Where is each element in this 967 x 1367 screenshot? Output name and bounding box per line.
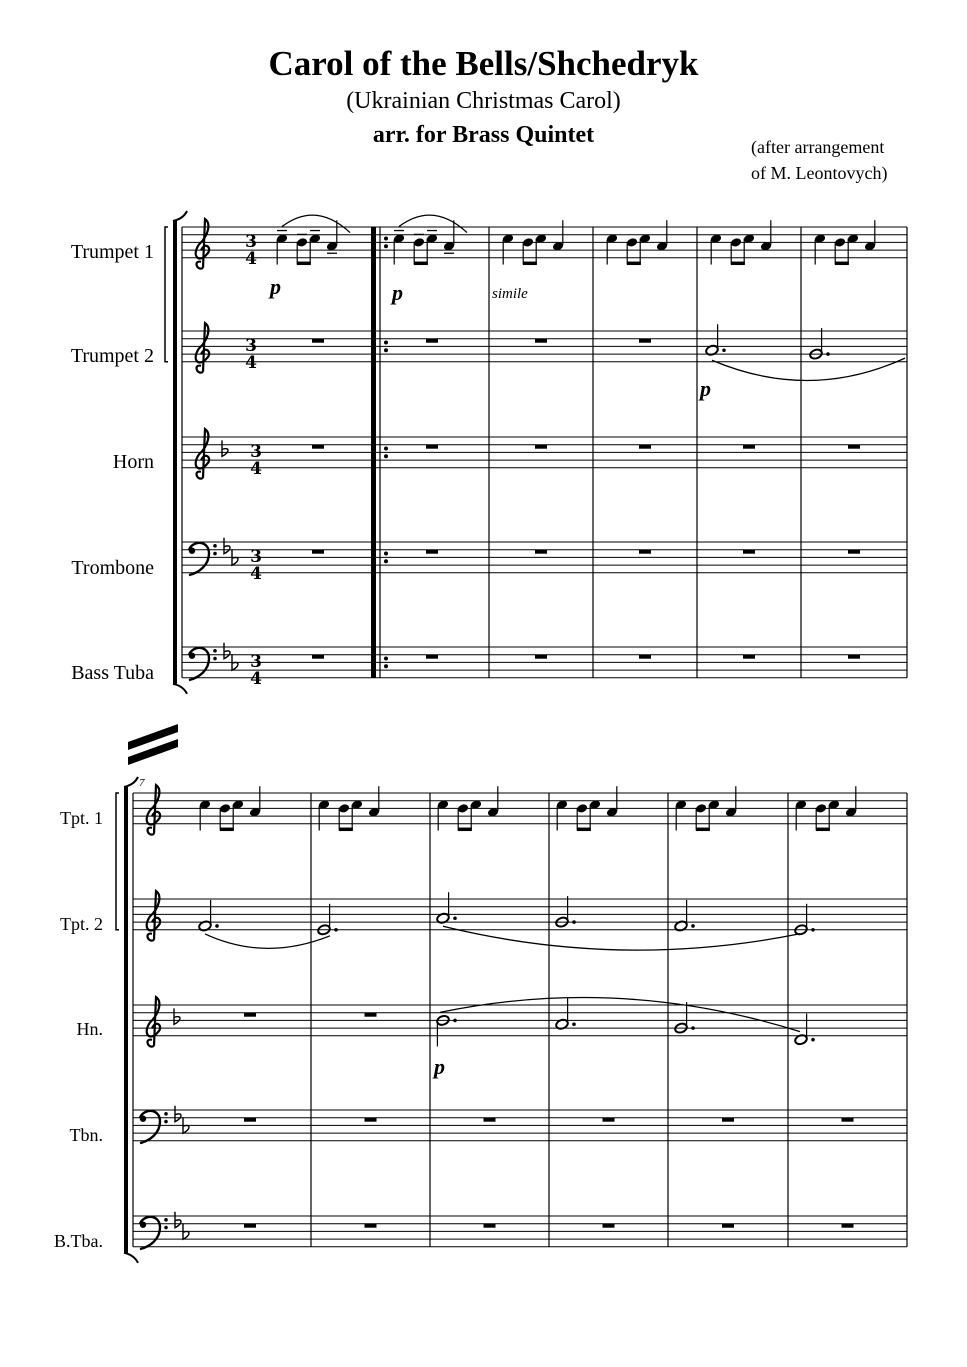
whole-rest	[848, 655, 860, 659]
flat-sign	[174, 1008, 180, 1024]
whole-rest	[312, 445, 324, 449]
instrument-label-trumpet-2: Trumpet 2	[70, 345, 154, 367]
dot	[572, 1022, 576, 1026]
whole-rest	[484, 1118, 496, 1122]
dot	[811, 1038, 815, 1042]
beam	[627, 262, 641, 266]
dot	[691, 924, 695, 928]
beam	[523, 262, 537, 266]
beam	[731, 262, 745, 266]
dynamic-p-trumpet1-m1: p	[270, 274, 281, 299]
bracket-hook	[173, 211, 187, 221]
expression-simile: simile	[492, 286, 528, 302]
whole-rest	[639, 445, 651, 449]
instrument-label-hn: Hn.	[76, 1019, 103, 1039]
arrangement-label: arr. for Brass Quintet	[372, 122, 595, 148]
bass-clef-dot	[189, 653, 195, 659]
treble-clef	[196, 429, 209, 479]
beam	[339, 828, 353, 832]
dot	[691, 1026, 695, 1030]
trumpet-sub-bracket	[165, 227, 168, 362]
bracket-hook	[173, 684, 187, 694]
treble-clef	[147, 785, 160, 835]
whole-rest	[484, 1224, 496, 1228]
instrument-label-horn: Horn	[112, 451, 154, 473]
system-bracket	[173, 221, 177, 684]
flat-sign	[232, 654, 238, 670]
trumpet-sub-bracket	[116, 793, 119, 930]
flat-sign	[183, 1223, 189, 1239]
bass-clef-dot	[140, 1116, 146, 1122]
bass-clef-dot	[213, 657, 217, 661]
svg-text:3: 3	[250, 652, 262, 672]
flat-sign	[232, 549, 238, 565]
instrument-label-btba: B.Tba.	[54, 1231, 103, 1251]
svg-text:3: 3	[245, 336, 257, 356]
bass-clef-dot	[164, 1112, 168, 1116]
flat-sign	[224, 538, 230, 554]
whole-rest	[244, 1224, 256, 1228]
repeat-dot	[384, 237, 388, 241]
whole-rest	[722, 1224, 734, 1228]
beam	[414, 262, 428, 266]
treble-clef	[196, 219, 209, 269]
treble-clef	[147, 997, 160, 1047]
whole-rest	[603, 1118, 615, 1122]
flat-sign	[183, 1117, 189, 1133]
whole-rest	[639, 655, 651, 659]
whole-rest	[639, 550, 651, 554]
system-bracket	[124, 787, 128, 1253]
beam	[696, 828, 710, 832]
beam	[835, 262, 849, 266]
repeat-dot	[384, 552, 388, 556]
beam	[458, 828, 472, 832]
repeat-dot	[384, 664, 388, 668]
instrument-label-trombone: Trombone	[71, 557, 154, 579]
flat-sign	[224, 643, 230, 659]
bass-clef-dot	[164, 1218, 168, 1222]
whole-rest	[743, 445, 755, 449]
attribution-line-1: (after arrangement	[751, 137, 885, 157]
whole-rest	[244, 1118, 256, 1122]
flat-sign	[222, 440, 228, 456]
whole-rest	[535, 655, 547, 659]
beam	[816, 828, 830, 832]
whole-rest	[535, 445, 547, 449]
bass-clef-dot	[213, 552, 217, 556]
treble-clef	[147, 891, 160, 941]
flat-sign	[175, 1212, 181, 1228]
beam	[297, 262, 311, 266]
dot	[572, 920, 576, 924]
bass-clef-dot	[164, 1120, 168, 1124]
whole-rest	[312, 655, 324, 659]
repeat-dot	[384, 348, 388, 352]
dot	[334, 928, 338, 932]
dot	[826, 352, 830, 356]
measure-number: 7	[139, 777, 145, 789]
svg-text:4: 4	[250, 564, 262, 584]
score-subtitle: (Ukrainian Christmas Carol)	[346, 88, 621, 114]
svg-text:4: 4	[245, 249, 257, 269]
dot	[722, 348, 726, 352]
whole-rest	[842, 1118, 854, 1122]
whole-rest	[365, 1224, 377, 1228]
whole-rest	[312, 339, 324, 343]
whole-rest	[426, 445, 438, 449]
treble-clef	[196, 323, 209, 373]
whole-rest	[365, 1118, 377, 1122]
whole-rest	[426, 550, 438, 554]
dot	[215, 924, 219, 928]
bass-clef-dot	[189, 548, 195, 554]
svg-text:4: 4	[250, 459, 262, 479]
bass-clef-dot	[140, 1222, 146, 1228]
whole-rest	[603, 1224, 615, 1228]
instrument-label-tbn: Tbn.	[69, 1125, 103, 1145]
repeat-dot	[384, 341, 388, 345]
attribution-line-2: of M. Leontovych)	[751, 163, 888, 183]
whole-rest	[535, 550, 547, 554]
flat-sign	[175, 1106, 181, 1122]
instrument-label-tpt-1: Tpt. 1	[60, 808, 103, 828]
score-title: Carol of the Bells/Shchedryk	[268, 44, 699, 83]
instrument-label-tpt-2: Tpt. 2	[60, 914, 103, 934]
whole-rest	[535, 339, 547, 343]
beam	[577, 828, 591, 832]
whole-rest	[426, 339, 438, 343]
repeat-dot	[384, 447, 388, 451]
instrument-label-bass-tuba: Bass Tuba	[71, 662, 154, 684]
bracket-hook	[124, 777, 138, 787]
repeat-dot	[384, 454, 388, 458]
bass-clef-dot	[164, 1226, 168, 1230]
instrument-label-trumpet-1: Trumpet 1	[70, 241, 154, 263]
whole-rest	[639, 339, 651, 343]
bass-clef-dot	[213, 544, 217, 548]
svg-text:4: 4	[250, 669, 262, 689]
whole-rest	[426, 655, 438, 659]
dynamic-p-horn: p	[434, 1054, 445, 1079]
svg-text:3: 3	[245, 232, 257, 252]
dot	[811, 928, 815, 932]
whole-rest	[722, 1118, 734, 1122]
svg-text:3: 3	[250, 547, 262, 567]
svg-text:3: 3	[250, 442, 262, 462]
bracket-hook	[124, 1253, 138, 1263]
dot	[453, 916, 457, 920]
repeat-dot	[384, 657, 388, 661]
slur	[440, 998, 800, 1032]
dot	[453, 1019, 457, 1023]
repeat-dot	[384, 559, 388, 563]
svg-text:4: 4	[245, 353, 257, 373]
whole-rest	[842, 1224, 854, 1228]
whole-rest	[743, 655, 755, 659]
whole-rest	[848, 445, 860, 449]
score-symbols	[116, 211, 905, 1263]
dynamic-p-trumpet2: p	[700, 376, 711, 401]
repeat-thick-barline	[371, 227, 376, 678]
beam	[220, 828, 234, 832]
dynamic-p-trumpet1-m2: p	[392, 280, 403, 305]
whole-rest	[244, 1013, 256, 1017]
whole-rest	[365, 1013, 377, 1017]
repeat-dot	[384, 244, 388, 248]
whole-rest	[848, 550, 860, 554]
whole-rest	[312, 550, 324, 554]
bass-clef-dot	[213, 649, 217, 653]
whole-rest	[743, 550, 755, 554]
